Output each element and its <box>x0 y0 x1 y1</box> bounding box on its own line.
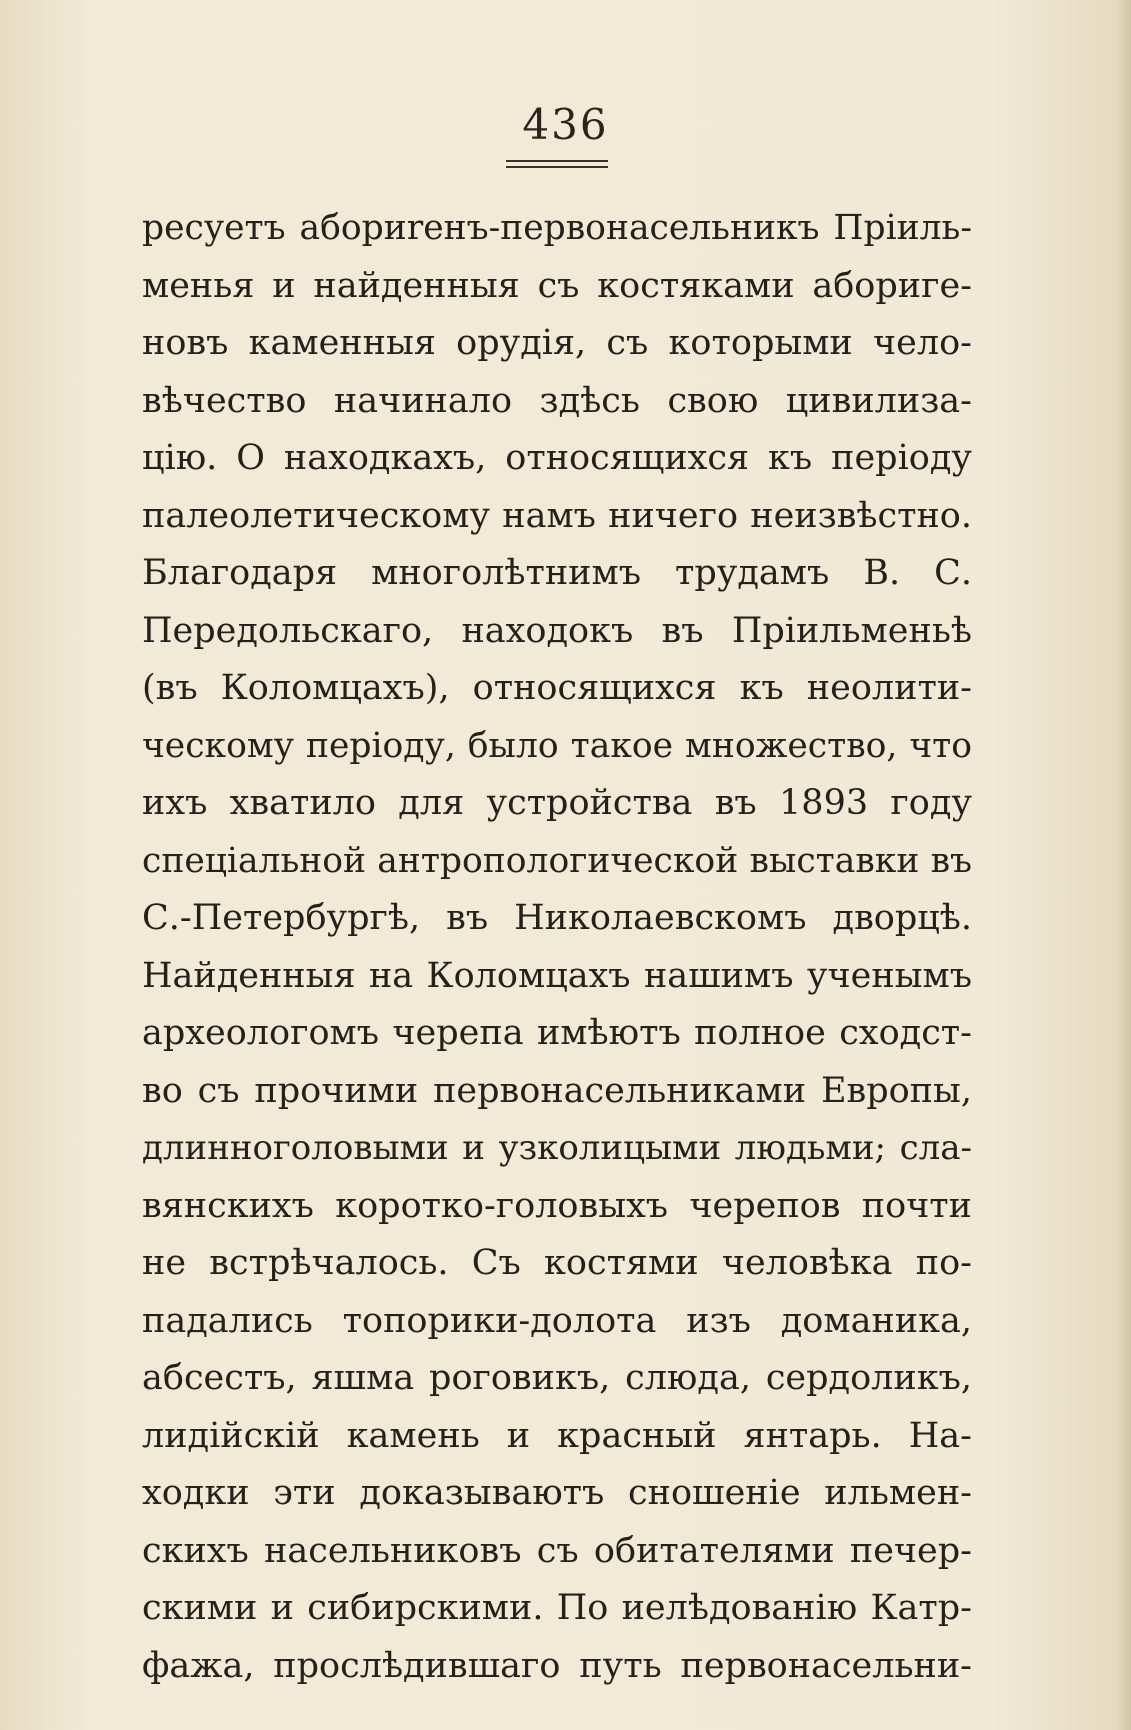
text-line: во съ прочими первонасельниками Европы, <box>142 1070 972 1111</box>
text-line: цію. О находкахъ, относящихся къ періоду <box>142 438 972 478</box>
page-number: 436 <box>522 100 609 149</box>
text-line: ходки эти доказываютъ сношеніе ильмен- <box>142 1473 972 1513</box>
text-line: вѣчество начинало здѣсь свою цивилиза- <box>142 380 972 421</box>
text-line: Передольскаго, находокъ въ Пріильменьѣ <box>142 610 972 651</box>
text-line: менья и найденныя съ костяками абориге- <box>142 265 972 306</box>
text-line: падались топорики-долота изъ доманика, <box>142 1300 972 1341</box>
text-line: не встрѣчалось. Съ костями человѣка по- <box>142 1243 972 1283</box>
page-edge-shadow <box>1117 0 1131 1730</box>
text-line: ресуетъ абориrенъ-первонасельникъ Пріиль- <box>142 208 972 248</box>
text-line: спеціальной антропологической выставки въ <box>142 840 972 881</box>
text-line: палеолетическому намъ ничего неизвѣстно. <box>142 495 972 536</box>
header-rule-bottom <box>506 166 608 168</box>
text-line: ческому періоду, было такое множество, что <box>142 725 972 766</box>
text-line: скими и сибирскими. По иелѣдованію Катр- <box>142 1588 972 1628</box>
text-line: ихъ хватило для устройства въ 1893 году <box>142 783 972 823</box>
text-line: лидійскій камень и красный янтарь. На- <box>142 1415 972 1456</box>
text-line: фажа, прослѣдившаго путь первонасельни- <box>142 1645 972 1686</box>
text-line: (въ Коломцахъ), относящихся къ неолити- <box>142 668 972 708</box>
text-line: археологомъ черепа имѣютъ полное сходст- <box>142 1013 972 1053</box>
text-line: вянскихъ коротко-головыхъ черепов почти <box>142 1185 972 1226</box>
text-line: Благодаря многолѣтнимъ трудамъ В. С. <box>142 553 972 593</box>
text-line: новъ каменныя орудія, съ которыми чело- <box>142 323 972 363</box>
body-text <box>142 200 972 1695</box>
text-line: Найденныя на Коломцахъ нашимъ ученымъ <box>142 955 972 996</box>
text-line: длинноголовыми и узколицыми людьми; сла- <box>142 1128 972 1168</box>
header-rule-top <box>506 160 608 162</box>
text-line: С.-Петербургѣ, въ Николаевскомъ дворцѣ. <box>142 898 972 938</box>
text-line: абсестъ, яшма роговикъ, слюда, сердоликъ, <box>142 1358 972 1398</box>
text-line: скихъ насельниковъ съ обитателями печер- <box>142 1530 972 1571</box>
